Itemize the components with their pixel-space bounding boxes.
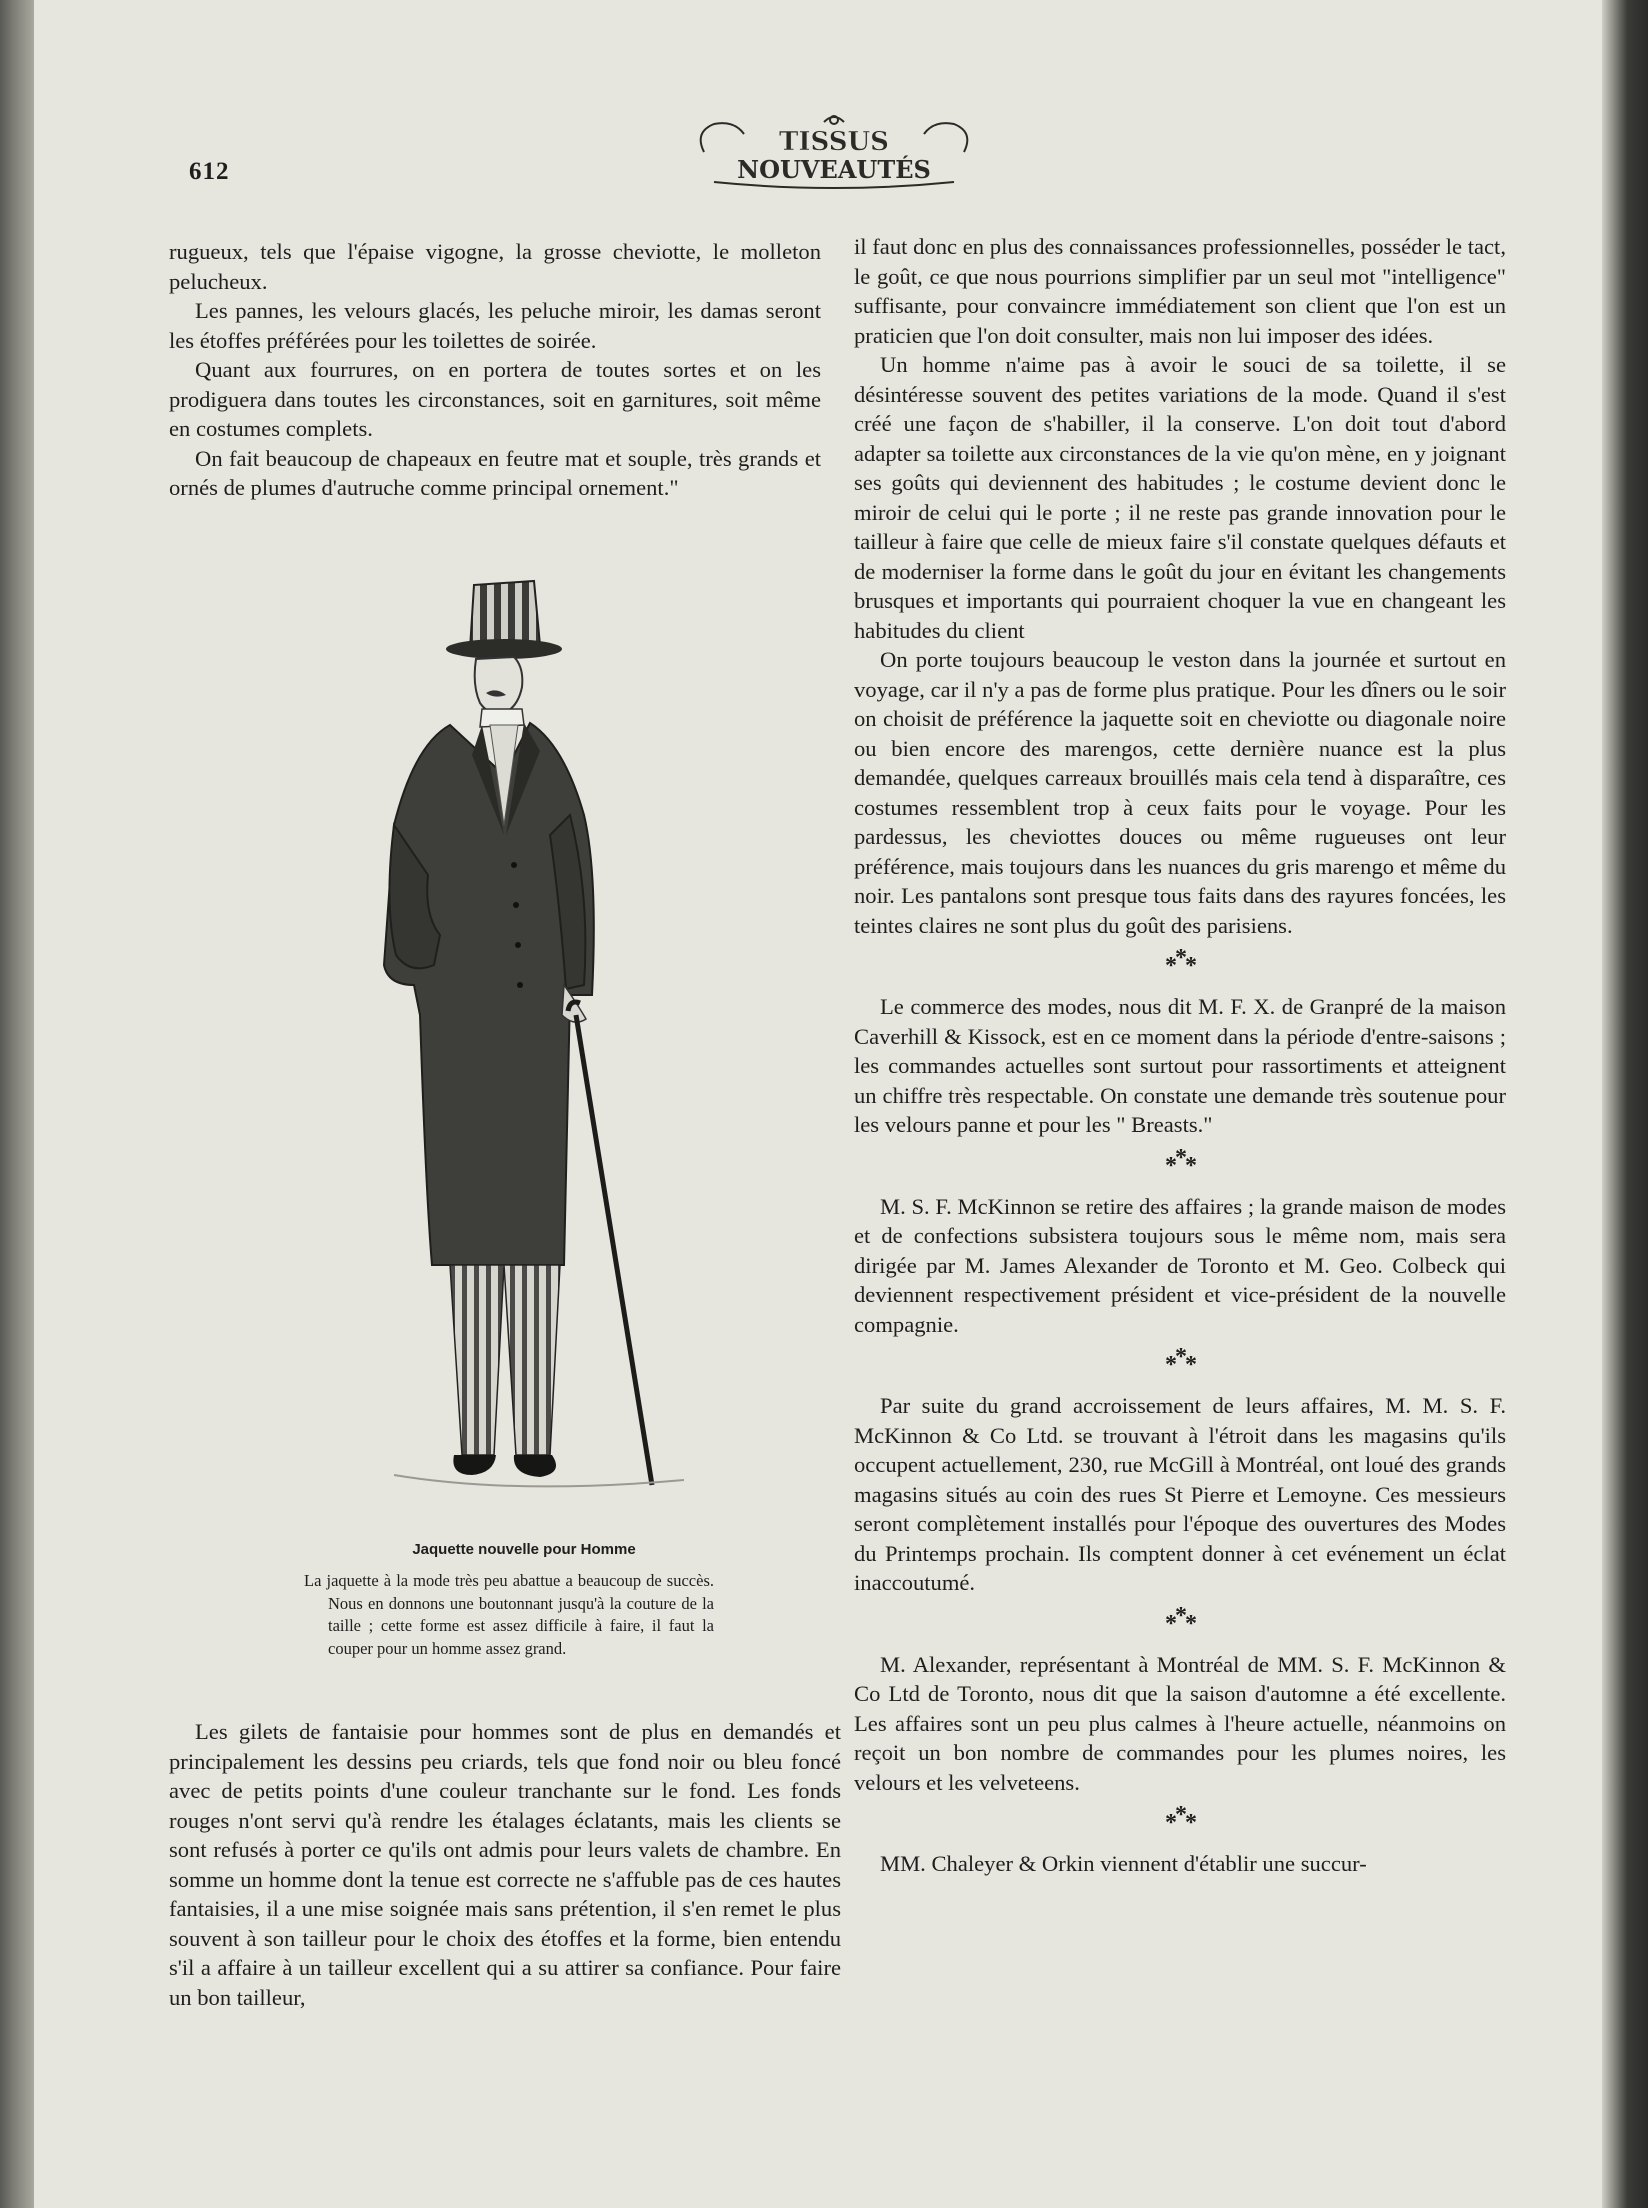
news-item: Le commerce des modes, nous dit M. F. X. de Granpré de la maison Caverhill & Kissock, est en ce moment dans la période d'entre-saisons ; les commandes actuelles sont surtout pour rassortiments et atteignent un chiffre très respectable. On constate une demande très soutenue pour les velours panne et pour les " Breasts." bbox=[854, 994, 1506, 1137]
left-column-bottom bbox=[169, 1717, 841, 2012]
asterism-separator: *** bbox=[1165, 1802, 1195, 1836]
figure-caption-title: Jaquette nouvelle pour Homme bbox=[412, 1541, 636, 1558]
news-item: M. S. F. McKinnon se retire des affaires ; la grande maison de modes et de confections subsistera toujours sous le même nom, mais sera dirigée par M. James Alexander de Toronto et M. Geo. Colbeck qui deviennent respectivement président et vice-président de la nouvelle compagnie. bbox=[854, 1193, 1506, 1337]
page-edge bbox=[1602, 0, 1648, 2208]
masthead-logo bbox=[684, 112, 984, 192]
asterism-separator: *** bbox=[1165, 1144, 1195, 1179]
paragraph: rugueux, tels que l'épaise vigogne, la grosse cheviotte, le molleton pelucheux. bbox=[169, 239, 821, 294]
page-number: 612 bbox=[189, 158, 230, 185]
right-column bbox=[854, 232, 1506, 1879]
paragraph: Quant aux fourrures, on en portera de toutes sortes et on les prodiguera dans toutes les circonstances, soit en garnitures, soit même en costumes complets. bbox=[169, 357, 821, 441]
asterism-separator: *** bbox=[1165, 1344, 1195, 1378]
paragraph: Les gilets de fantaisie pour hommes sont de plus en demandés et principalement les dessins peu criards, tels que fond noir ou bleu foncé avec de petits points d'une couleur tranchante sur le fond. Les fonds rouges n'ont servi qu'à rendre les étalages éclatants, mais les clients se sont refusés à porter ce qu'ils ont admis pour leurs valets de chambre. En somme un homme dont la tenue est correcte ne s'affuble pas de ces hautes fantaisies, il a une mise soignée mais sans prétention, il s'en remet le plus souvent à son tailleur pour le choix des étoffes et la forme, bien entendu s'il a affaire à un tailleur excellent qui a su attirer sa confiance. Pour faire un bon tailleur, bbox=[169, 1719, 841, 2010]
news-item: MM. Chaleyer & Orkin viennent d'établir une succur- bbox=[880, 1851, 1367, 1876]
binding-edge bbox=[0, 0, 34, 2208]
paragraph: On fait beaucoup de chapeaux en feutre mat et souple, très grands et ornés de plumes d'autruche comme principal ornement." bbox=[169, 445, 821, 500]
paragraph: il faut donc en plus des connaissances professionnelles, posséder le tact, le goût, ce que nous pourrions simplifier par un seul mot "intelligence" suffisante, pour convaincre immédiatement son client que l'on est un praticien que l'on doit consulter, mais non lui imposer des idées. bbox=[854, 234, 1506, 348]
news-item: M. Alexander, représentant à Montréal de MM. S. F. McKinnon & Co Ltd de Toronto, nous dit que la saison d'automne a été excellente. Les affaires sont un peu plus calmes à l'heure actuelle, néanmoins on reçoit un bon nombre de commandes pour les plumes noires, les velours et les velveteens. bbox=[854, 1651, 1506, 1795]
page bbox=[34, 0, 1602, 2208]
figure-caption-text: La jaquette à la mode très peu abattue a beaucoup de succès. Nous en donnons une boutonnant jusqu'à la couture de la taille ; cette forme est assez difficile à faire, il faut la couper pour un homme assez grand. bbox=[304, 1571, 714, 1658]
asterism-separator: *** bbox=[1165, 945, 1195, 979]
figure-caption-body bbox=[304, 1570, 714, 1660]
asterism-separator: *** bbox=[1165, 1602, 1195, 1637]
paragraph: Les pannes, les velours glacés, les peluche miroir, les damas seront les étoffes préférées pour les toilettes de soirée. bbox=[169, 298, 821, 353]
fashion-illustration bbox=[354, 575, 714, 1515]
news-item: Par suite du grand accroissement de leurs affaires, M. M. S. F. McKinnon & Co Ltd. se trouvant à l'étroit dans les magasins qu'ils occupent actuellement, 230, rue McGill à Montréal, ont loué des grands magasins situés au coin des rues St Pierre et Lemoyne. Ces messieurs seront complètement installés pour l'époque des ouvertures des Modes du Printemps prochain. Ils comptent donner à cet evénement un éclat inaccoutumé. bbox=[854, 1393, 1506, 1595]
paragraph: Un homme n'aime pas à avoir le souci de sa toilette, il se désintéresse souvent des petites variations de la mode. Quand il s'est créé une façon de s'habiller, il la conserve. L'on doit tout d'abord adapter sa toilette aux circonstances de la vie qu'on mène, en y joignant ses goûts qui deviennent des habitudes ; le costume devient donc le miroir de celui qui le porte ; il ne reste pas grande innovation pour le tailleur à faire que celle de mieux faire s'il constate quelques défauts et de moderniser la forme dans le goût du jour en évitant les changements brusques et importants qui pourraient choquer la vue en changeant les habitudes du client bbox=[854, 352, 1506, 643]
masthead-top-word: TISSUS bbox=[779, 127, 889, 157]
left-column-top bbox=[169, 237, 821, 503]
masthead-bottom-word: NOUVEAUTÉS bbox=[737, 155, 931, 184]
paragraph: On porte toujours beaucoup le veston dans la journée et surtout en voyage, car il n'y a pas de forme plus pratique. Pour les dîners ou le soir on choisit de préférence la jaquette soit en cheviotte ou diagonale noire ou bien encore des marengos, cette dernière nuance est la plus demandée, quelques carreaux brouillés mais cela tend à disparaître, ces costumes ressemblent trop à ceux faits pour le voyage. Pour les pardessus, les cheviottes douces ou même rugueuses ont leur préférence, mais toujours dans les nuances du gris marengo et même du noir. Les pantalons sont presque tous faits dans des rayures foncées, les teintes claires ne sont plus du goût des parisiens. bbox=[854, 647, 1506, 938]
